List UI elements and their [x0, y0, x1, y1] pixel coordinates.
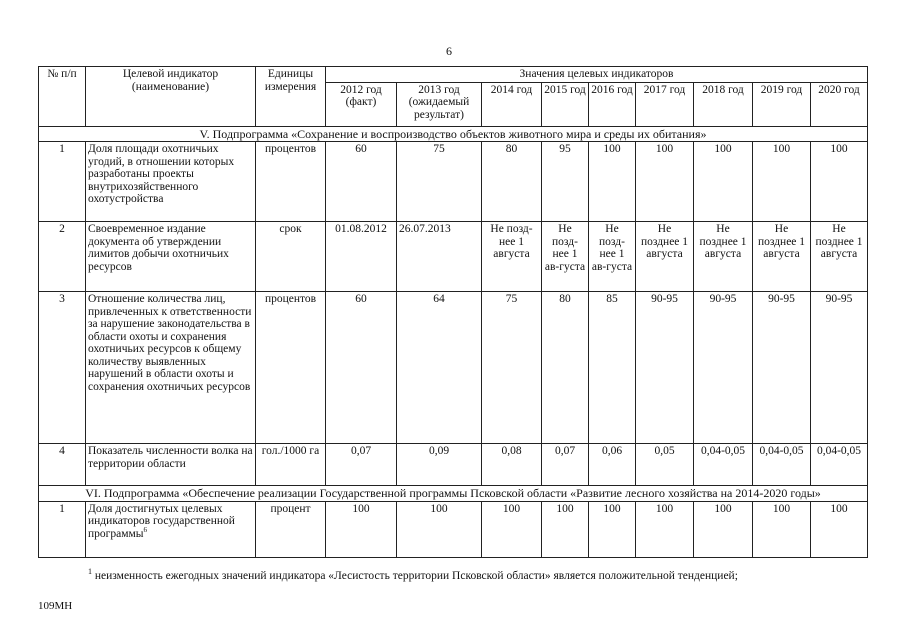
header-year: 2016 год [589, 82, 636, 126]
row-value: 100 [811, 142, 868, 222]
row-unit: процентов [256, 292, 326, 444]
row-value: 60 [326, 142, 397, 222]
table-row [39, 222, 868, 292]
row-value: Не позднее 1 августа [811, 222, 868, 292]
header-year: 2013 год (ожидаемый результат) [397, 82, 482, 126]
row-value: 100 [636, 501, 694, 557]
row-value: 100 [811, 501, 868, 557]
footnote-text: неизменность ежегодных значений индикатора «Лесистость территории Псковской области» является положительной тенденцией; [92, 570, 738, 582]
row-value: 26.07.2013 [397, 222, 482, 292]
row-unit: процентов [256, 142, 326, 222]
row-num: 3 [39, 292, 86, 444]
footnote-mark: 1 [88, 567, 92, 577]
row-indicator: Показатель численности волка на территории области [86, 444, 256, 486]
row-value: 0,04-0,05 [694, 444, 753, 486]
row-value: 0,05 [636, 444, 694, 486]
section-row [39, 126, 868, 142]
row-value: 01.08.2012 [326, 222, 397, 292]
header-year: 2018 год [694, 82, 753, 126]
row-value: 0,04-0,05 [753, 444, 811, 486]
row-value: 100 [753, 142, 811, 222]
header-year: 2019 год [753, 82, 811, 126]
row-num: 4 [39, 444, 86, 486]
row-indicator: Доля достигнутых целевых индикаторов государственной программы [88, 502, 235, 540]
row-value: 100 [753, 501, 811, 557]
header-values-group: Значения целевых индикаторов [326, 67, 868, 83]
row-indicator-cell [86, 501, 256, 557]
row-value: Не позднее 1 августа [694, 222, 753, 292]
row-unit: процент [256, 501, 326, 557]
row-value: 100 [397, 501, 482, 557]
header-row-1 [39, 67, 868, 83]
row-value: 100 [589, 501, 636, 557]
page-number: 6 [446, 44, 452, 58]
header-units: Единицы измерения [256, 67, 326, 127]
footnote [88, 567, 738, 582]
row-value: 60 [326, 292, 397, 444]
row-value: 100 [694, 501, 753, 557]
row-value: 90-95 [753, 292, 811, 444]
row-value: Не позд-нее 1 ав-густа [542, 222, 589, 292]
row-unit: гол./1000 га [256, 444, 326, 486]
row-value: 100 [694, 142, 753, 222]
footnote-ref: 6 [143, 525, 148, 534]
row-value: 100 [326, 501, 397, 557]
row-value: 95 [542, 142, 589, 222]
row-value: Не позднее 1 августа [753, 222, 811, 292]
row-value: 0,08 [482, 444, 542, 486]
header-year: 2014 год [482, 82, 542, 126]
row-value: Не позд-нее 1 ав-густа [589, 222, 636, 292]
row-value: 100 [482, 501, 542, 557]
row-value: Не позд-нее 1 августа [482, 222, 542, 292]
section-title: V. Подпрограмма «Сохранение и воспроизводство объектов животного мира и среды их обитания» [39, 126, 868, 142]
row-value: 100 [636, 142, 694, 222]
row-value: 100 [589, 142, 636, 222]
header-year: 2012 год (факт) [326, 82, 397, 126]
row-unit: срок [256, 222, 326, 292]
row-value: 75 [397, 142, 482, 222]
table-row [39, 292, 868, 444]
row-value: 0,06 [589, 444, 636, 486]
section-title: VI. Подпрограмма «Обеспечение реализации Государственной программы Псковской области «Развитие лесного хозяйства на 2014-2020 годы» [39, 486, 868, 502]
row-value: 80 [542, 292, 589, 444]
row-value: 0,07 [326, 444, 397, 486]
row-value: 90-95 [694, 292, 753, 444]
header-year: 2020 год [811, 82, 868, 126]
row-indicator: Своевременное издание документа об утверждении лимитов добычи охотничьих ресурсов [86, 222, 256, 292]
row-num: 1 [39, 142, 86, 222]
row-num: 2 [39, 222, 86, 292]
indicators-table [38, 66, 868, 558]
row-indicator: Доля площади охотничьих угодий, в отношении которых разработаны проекты внутрихозяйственного охотустройства [86, 142, 256, 222]
row-indicator: Отношение количества лиц, привлеченных к ответственности за нарушение законодательства в области охоты и сохранения охотничьих ресурсов к общему количеству выявленных нарушений в области охоты и сохранения охотничьих ресурсов [86, 292, 256, 444]
row-value: 90-95 [636, 292, 694, 444]
header-year: 2017 год [636, 82, 694, 126]
header-num: № п/п [39, 67, 86, 127]
row-value: 64 [397, 292, 482, 444]
section-row [39, 486, 868, 502]
row-value: 85 [589, 292, 636, 444]
table-row [39, 444, 868, 486]
row-value: 80 [482, 142, 542, 222]
row-value: 0,04-0,05 [811, 444, 868, 486]
row-value: 75 [482, 292, 542, 444]
table-row [39, 501, 868, 557]
row-value: 100 [542, 501, 589, 557]
row-value: 90-95 [811, 292, 868, 444]
header-year: 2015 год [542, 82, 589, 126]
header-indicator: Целевой индикатор (наименование) [86, 67, 256, 127]
row-value: 0,07 [542, 444, 589, 486]
document-code: 109МН [38, 600, 73, 612]
table-row [39, 142, 868, 222]
row-value: Не позднее 1 августа [636, 222, 694, 292]
row-value: 0,09 [397, 444, 482, 486]
row-num: 1 [39, 501, 86, 557]
